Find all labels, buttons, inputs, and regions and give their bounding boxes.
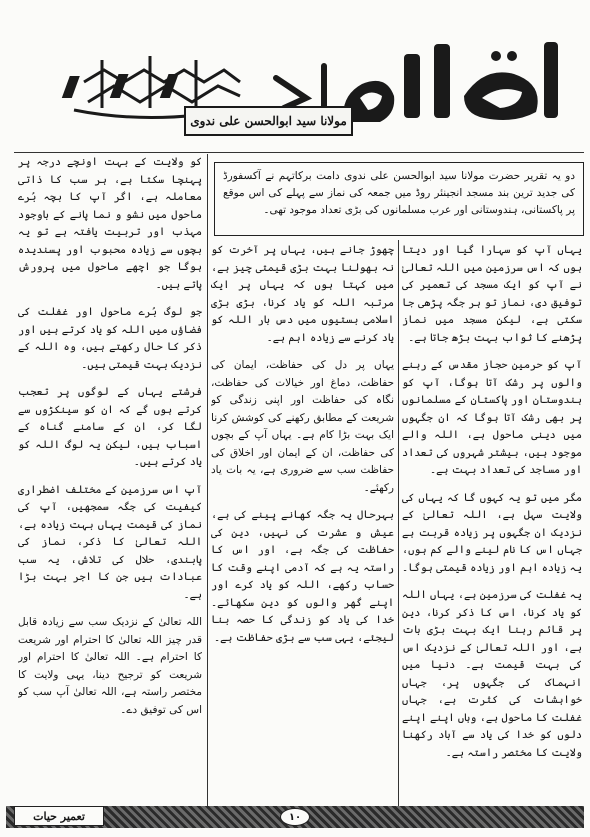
column-divider-left <box>207 154 208 806</box>
paragraph: جو لوگ بُرے ماحول اور غفلت کی فضاؤں میں اللہ کو یاد کرتے ہیں اور ذکر کا حال رکھتے ہیں، وہ اللہ کے نزدیک بہت قیمتی ہیں۔ <box>18 306 202 371</box>
article-column-left <box>18 154 202 804</box>
paragraph: چھوڑ جانے ہیں، یہاں پر آخرت کو نہ بھولنا بہت بڑی قیمتی چیز ہے، میں کہتا ہوں کہ یہاں پر ایک مرتبہ اللہ کو یاد کرنا، بڑی بڑی اسلامی بستیوں میں دس بار اللہ کو یاد کرنے سے زیادہ اہم ہے۔ <box>211 244 394 344</box>
paragraph: فرشتے یہاں کے لوگوں پر تعجب کرتے ہوں گے کہ ان کو سینکڑوں سے لگا کر، ان کے سامنے گناہ کے اسباب ہیں، لیکن یہ لوگ اللہ کو یاد کرتے ہیں۔ <box>18 386 202 468</box>
header-divider <box>14 152 584 153</box>
paragraph: اللہ تعالیٰ کے نزدیک سب سے زیادہ قابل قدر چیز اللہ تعالیٰ کا احترام اور شریعت کا احترام ہے۔ اللہ تعالیٰ کا احترام اور شریعت کو ترجیح دینا، یہی ولایت کا مختصر راستہ ہے، اللہ تعالیٰ آپ سب کو اس کی توفیق دے۔ <box>18 616 202 716</box>
paragraph: بہرحال یہ جگہ کھانے پینے کی ہے، عیش و عشرت کی نہیں، دین کی حفاظت کی جگہ ہے، اور اس کا راستہ یہ ہے کہ آدمی اپنے وقت کا حساب رکھے، اللہ کو یاد کرے اور اپنے گھر والوں کو دین سکھائے۔ خدا کی یاد کو زندگی کا حصہ بنا لیجئے، یہی سب سے بڑی حفاظت ہے۔ <box>211 509 394 644</box>
paragraph: آپ کو حرمین حجاز مقدس کے رہنے والوں پر رشک آتا ہوگا، آپ کو ہندوستان اور پاکستان کے مسلمانوں پر بھی رشک آتا ہوگا کہ ان جگہوں میں دینی ماحول ہے، اللہ والے موجود ہیں، بیشتر شہروں کی تعداد اور مساجد کی تعداد بہت ہے۔ <box>402 359 582 476</box>
paragraph: یہ غفلت کی سرزمین ہے، یہاں اللہ کو یاد کرنا، اس کا ذکر کرنا، دین پر قائم رہنا ایک بہت بڑی بات ہے، اور اللہ تعالیٰ کے نزدیک اس کی بہت قیمت ہے۔ دنیا میں انہماک کی جگہوں پر، جہاں خواہشات کی کثرت ہے، جہاں غفلت کا ماحول ہے، وہاں اپنے اپنے دلوں کو خدا کی یاد سے آباد رکھنا ولایت کا مختصر راستہ ہے۔ <box>402 589 582 759</box>
title-calligraphy-hatch <box>62 74 179 98</box>
paragraph: آپ اس سرزمین کے مختلف اضطراری کیفیت کی جگہ سمجھیں، آپ کی نماز کی قیمت یہاں بہت زیادہ ہے، اللہ تعالیٰ کا ذکر، نماز کی پابندی، حلال کی تلاش، یہ سب عبادات ہیں جن کا اجر بہت بڑا ہے۔ <box>18 483 202 601</box>
page-number: ۱۰ <box>280 808 310 826</box>
intro-text: دو یہ تقریر حضرت مولانا سید ابوالحسن علی ندوی دامت برکاتہم نے آکسفورڈ کی جدید ترین بند مسجد انجینئر روڈ میں جمعہ کی نماز سے پہلے کی اس موقع پر پاکستانی، ہندوستانی اور عرب مسلمانوں کی بڑی تعداد موجود تھی۔ <box>223 170 575 216</box>
article-column-middle <box>211 242 394 802</box>
article-column-right <box>402 242 582 802</box>
title-calligraphy-left-word <box>343 42 558 122</box>
paragraph: مگر میں تو یہ کہوں گا کہ یہاں کی ولایت سہل ہے، اللہ تعالیٰ کے نزدیک ان جگہوں پر زیادہ قربت ہے جہاں اس کا نام لینے والے کم ہوں، یہ زیادہ اہم اور زیادہ قیمتی ہوگا۔ <box>402 491 582 574</box>
paragraph: یہاں پر دل کی حفاظت، ایمان کی حفاظت، دماغ اور خیالات کی حفاظت، نگاہ کی حفاظت اور اپنی زندگی کو شریعت کے مطابق رکھنے کی کوشش کرنا ایک بہت بڑا کام ہے۔ یہاں آپ کے بچوں کی حفاظت، ان کے ایمان اور اخلاق کی حفاظت سب سے ضروری ہے، یہ بات یاد رکھئے۔ <box>211 359 394 494</box>
page <box>4 4 586 833</box>
paragraph: یہاں آپ کو سہارا گیا اور دیتا ہوں کہ اس سرزمین میں اللہ تعالیٰ نے آپ کو ایک مسجد کی تعمیر کی توفیق دی، نماز تو ہر جگہ پڑھی جا سکتی ہے، لیکن مسجد میں نماز پڑھنے کا ثواب بہت بڑھ جاتا ہے۔ <box>402 244 582 344</box>
paragraph: کو ولایت کے بہت اونچے درجہ پر پہنچا سکتا ہے، ہر سب کا ذاتی معاملہ ہے، اگر آپ کا بچہ بُرے ماحول میں نشو و نما پانے کے باوجود مہذب اور تربیت یافتہ ہے تو یہ بچوں سے زیادہ محبوب اور پسندیدہ ہوگا جو اچھے ماحول میں پرورش پاتے ہیں۔ <box>18 156 202 291</box>
intro-box <box>214 162 584 236</box>
column-divider-right <box>398 240 399 806</box>
title-connector-art <box>276 66 324 110</box>
footer-magazine-label: تعمیر حیات <box>14 806 104 826</box>
author-byline: مولانا سید ابوالحسن علی ندوی <box>184 106 353 136</box>
